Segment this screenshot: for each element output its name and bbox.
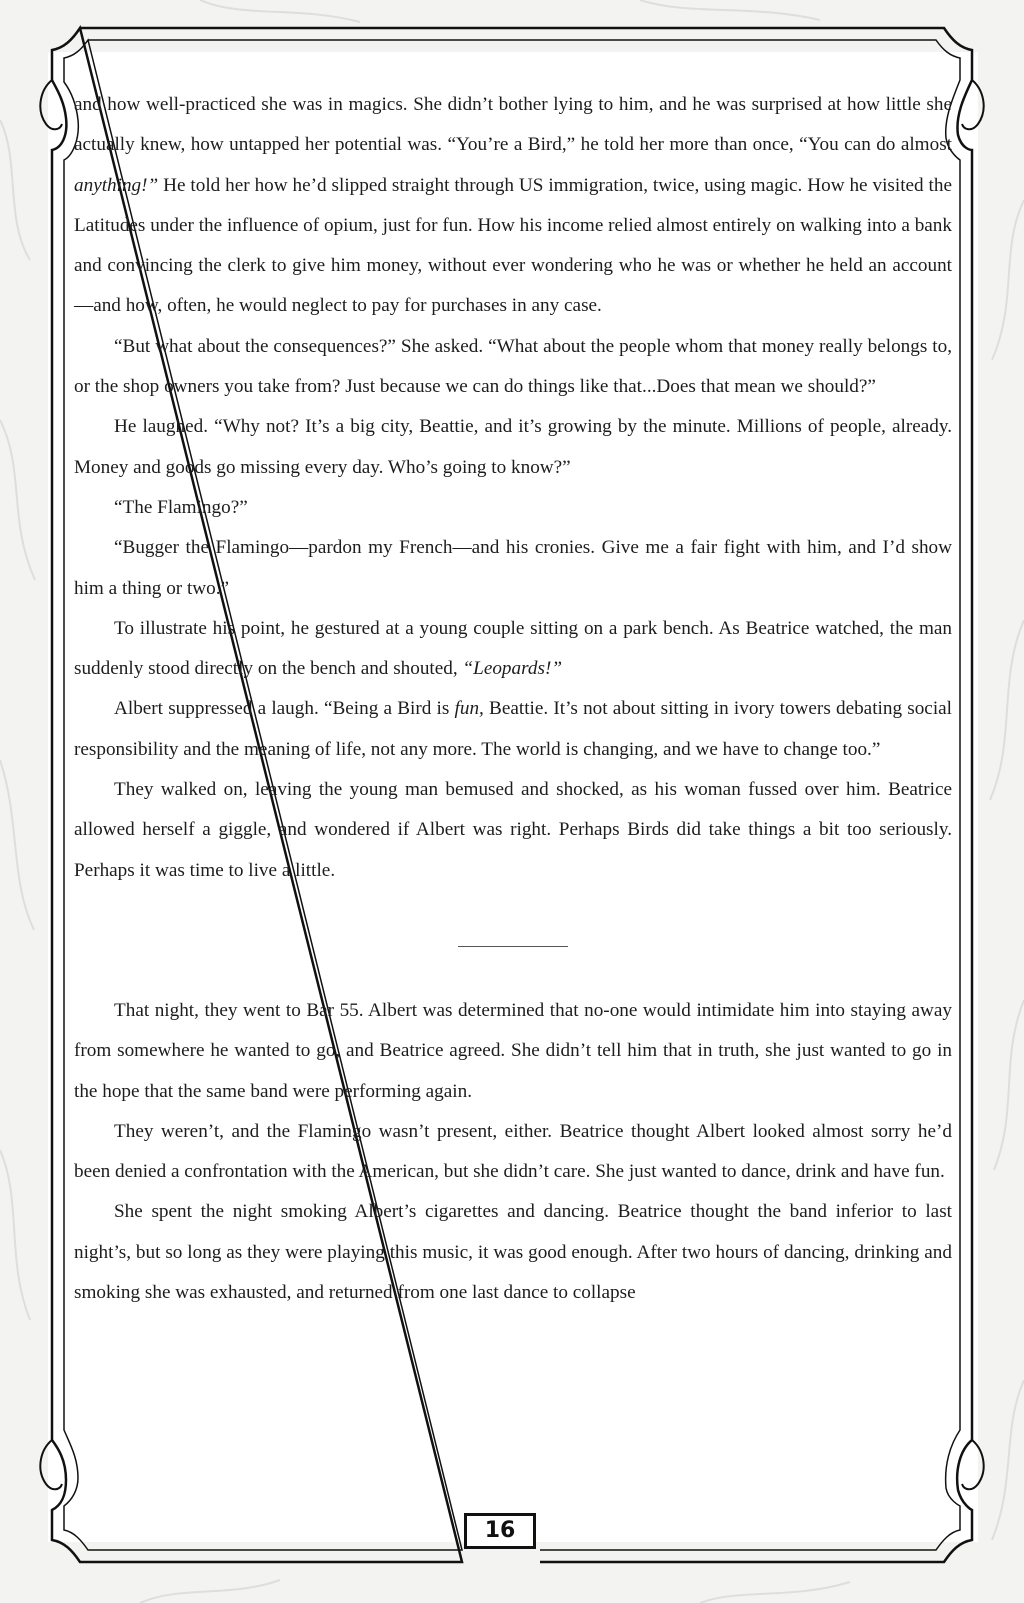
- paragraph-text: That night, they went to Bar 55. Albert was determined that no-one would intimidate him into staying away from somewhere he wanted to go, and Beatrice agreed. She didn’t tell him that in truth, she just wanted to go in the hope that the same band were performing again.: [74, 999, 952, 1102]
- paragraph: [74, 488, 952, 528]
- section-before-break: [74, 85, 952, 891]
- paragraph: [74, 327, 952, 408]
- paragraph-text: “Bugger the Flamingo—pardon my French—and his cronies. Give me a fair fight with him, and I’d show him a thing or two.”: [74, 537, 952, 599]
- paragraph-text: They walked on, leaving the young man bemused and shocked, as his woman fussed over him. Beatrice allowed herself a giggle, and wondered if Albert was right. Perhaps Birds did take things a bit too seriously. Perhaps it was time to live a little.: [74, 779, 952, 881]
- paragraph: [74, 609, 952, 690]
- paragraph-text: To illustrate his point, he gestured at a young couple sitting on a park bench. As Beatrice watched, the man suddenly stood directly on the bench and shouted,: [74, 617, 952, 680]
- paragraph: [74, 689, 952, 770]
- paragraph-text: She spent the night smoking Albert’s cigarettes and dancing. Beatrice thought the band inferior to last night’s, but so long as they were playing this music, it was good enough. After two hours of dancing, drinking and smoking she was exhausted, and returned from one last dance to collapse: [74, 1201, 952, 1304]
- emphasis-text: fun,: [454, 698, 484, 720]
- emphasis-text: “Leopards!”: [462, 658, 563, 680]
- paragraph: [74, 1112, 952, 1193]
- paragraph-text: Albert suppressed a laugh. “Being a Bird is: [114, 698, 455, 720]
- paragraph: [74, 528, 952, 609]
- paragraph: [74, 85, 952, 327]
- paragraph-text: and how well-practiced she was in magics. She didn’t bother lying to him, and he was surprised at how little she actually knew, how untapped her potential was. “You’re a Bird,” he told her more than once, “You can do almost: [74, 94, 952, 156]
- paragraph: [74, 407, 952, 488]
- paragraph-text: They weren’t, and the Flamingo wasn’t present, either. Beatrice thought Albert looked almost sorry he’d been denied a confrontation with the American, but she didn’t care. She just wanted to dance, drink and have fun.: [74, 1120, 952, 1183]
- section-after-break: [74, 991, 952, 1313]
- paragraph-text: “But what about the consequences?” She asked. “What about the people whom that money really belongs to, or the shop owners you take from? Just because we can do things like that...Does that mean we should?”: [74, 335, 952, 398]
- paragraph-text: He told her how he’d slipped straight through US immigration, twice, using magic. How he visited the Latitudes under the influence of opium, just for fun. How his income relied almost entirely on walking into a bank and convincing the clerk to give him money, without ever wondering who he was or whether he held an account—and how, often, he would neglect to pay for purchases in any case.: [74, 174, 952, 317]
- body-text: [74, 85, 952, 1313]
- paragraph: [74, 770, 952, 891]
- paragraph-text: “The Flamingo?”: [114, 496, 248, 518]
- paragraph-text: Beattie. It’s not about sitting in ivory towers debating social responsibility and the meaning of life, not any more. The world is changing, and we have to change too.”: [74, 698, 952, 760]
- paragraph-text: He laughed. “Why not? It’s a big city, Beattie, and it’s growing by the minute. Millions of people, already. Money and goods go missing every day. Who’s going to know?”: [74, 416, 952, 478]
- paragraph: [74, 991, 952, 1112]
- emphasis-text: anything!”: [74, 174, 159, 196]
- paragraph: [74, 1192, 952, 1313]
- page-number: 16: [464, 1513, 536, 1549]
